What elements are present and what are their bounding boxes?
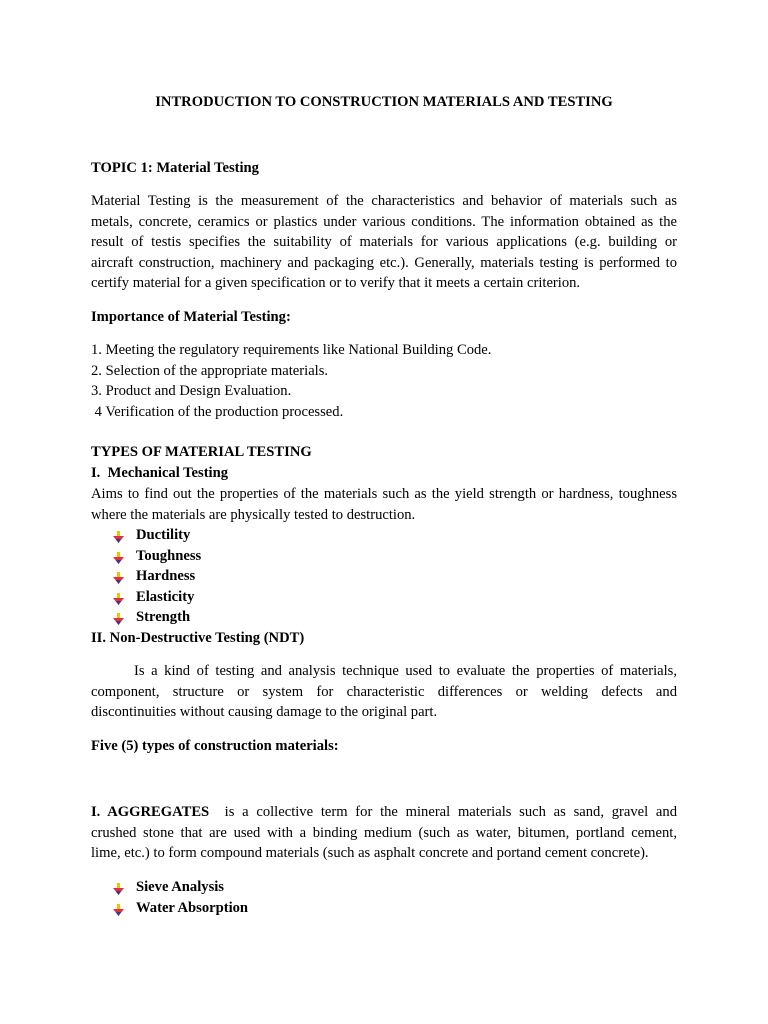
down-arrow-bullet-icon xyxy=(113,902,124,914)
paragraph-line: Aims to find out the properties of the materials such as the yield strength or hardness, toughness xyxy=(91,486,677,502)
paragraph-line: aircraft construction, machinery and packaging etc.). Generally, materials testing is performed to xyxy=(91,254,677,271)
mechanical-bullet-list xyxy=(91,525,677,628)
list-item: Elasticity xyxy=(91,587,677,608)
paragraph-line: metals, concrete, ceramics or plastics under various conditions. The information obtained as the xyxy=(91,213,677,230)
list-item: Sieve Analysis xyxy=(91,877,677,898)
topic-paragraph xyxy=(91,191,677,294)
mechanical-description xyxy=(91,484,677,525)
ndt-paragraph xyxy=(91,661,677,723)
aggregates-bullet-list xyxy=(91,877,677,918)
down-arrow-bullet-icon xyxy=(113,611,124,623)
paragraph-line: result of testis specifies the suitability of materials for various applications (e.g. building or xyxy=(91,234,677,251)
down-arrow-bullet-icon xyxy=(113,591,124,603)
down-arrow-bullet-icon xyxy=(113,570,124,582)
list-item: Toughness xyxy=(91,546,677,567)
document-title: INTRODUCTION TO CONSTRUCTION MATERIALS AND TESTING xyxy=(155,94,613,110)
importance-item: 4 Verification of the production processed. xyxy=(91,403,344,420)
down-arrow-bullet-icon xyxy=(113,550,124,562)
list-item: Strength xyxy=(91,607,677,628)
types-heading: TYPES OF MATERIAL TESTING xyxy=(91,444,312,460)
paragraph-line: where the materials are physically tested to destruction. xyxy=(91,506,416,523)
list-item: Ductility xyxy=(91,525,677,546)
importance-item: 3. Product and Design Evaluation. xyxy=(91,383,292,400)
down-arrow-bullet-icon xyxy=(113,881,124,893)
list-item: Hardness xyxy=(91,566,677,587)
list-item: Water Absorption xyxy=(91,898,677,919)
five-types-heading: Five (5) types of construction materials: xyxy=(91,738,339,754)
paragraph-line: component, structure or system for characteristic differences or welding defects and xyxy=(91,683,677,700)
topic-heading: TOPIC 1: Material Testing xyxy=(91,160,259,176)
paragraph-line: Is a kind of testing and analysis technique used to evaluate the properties of materials, xyxy=(134,663,677,679)
importance-list xyxy=(91,340,677,422)
aggregates-label: I. AGGREGATES xyxy=(91,804,210,820)
importance-item: 2. Selection of the appropriate materials. xyxy=(91,362,329,379)
paragraph-line: certify material for a given specification or to verify that it meets a certain criterion. xyxy=(91,275,581,292)
paragraph-line: lime, etc.) to form compound materials (such as asphalt concrete and portand cement concrete). xyxy=(91,845,649,862)
paragraph-line: Material Testing is the measurement of the characteristics and behavior of materials such as xyxy=(91,193,677,209)
paragraph-line: discontinuities without causing damage to the original part. xyxy=(91,704,438,721)
importance-heading: Importance of Material Testing: xyxy=(91,309,291,325)
down-arrow-bullet-icon xyxy=(113,529,124,541)
ndt-heading: II. Non-Destructive Testing (NDT) xyxy=(91,630,305,646)
aggregates-paragraph xyxy=(91,802,677,864)
importance-item: 1. Meeting the regulatory requirements like National Building Code. xyxy=(91,342,492,358)
paragraph-line: crushed stone that are used with a binding medium (such as water, bitumen, portland cement, xyxy=(91,824,677,841)
paragraph-line: I. AGGREGATES is a collective term for the mineral materials such as sand, gravel and xyxy=(91,804,677,820)
mechanical-testing-heading: I. Mechanical Testing xyxy=(91,465,229,481)
